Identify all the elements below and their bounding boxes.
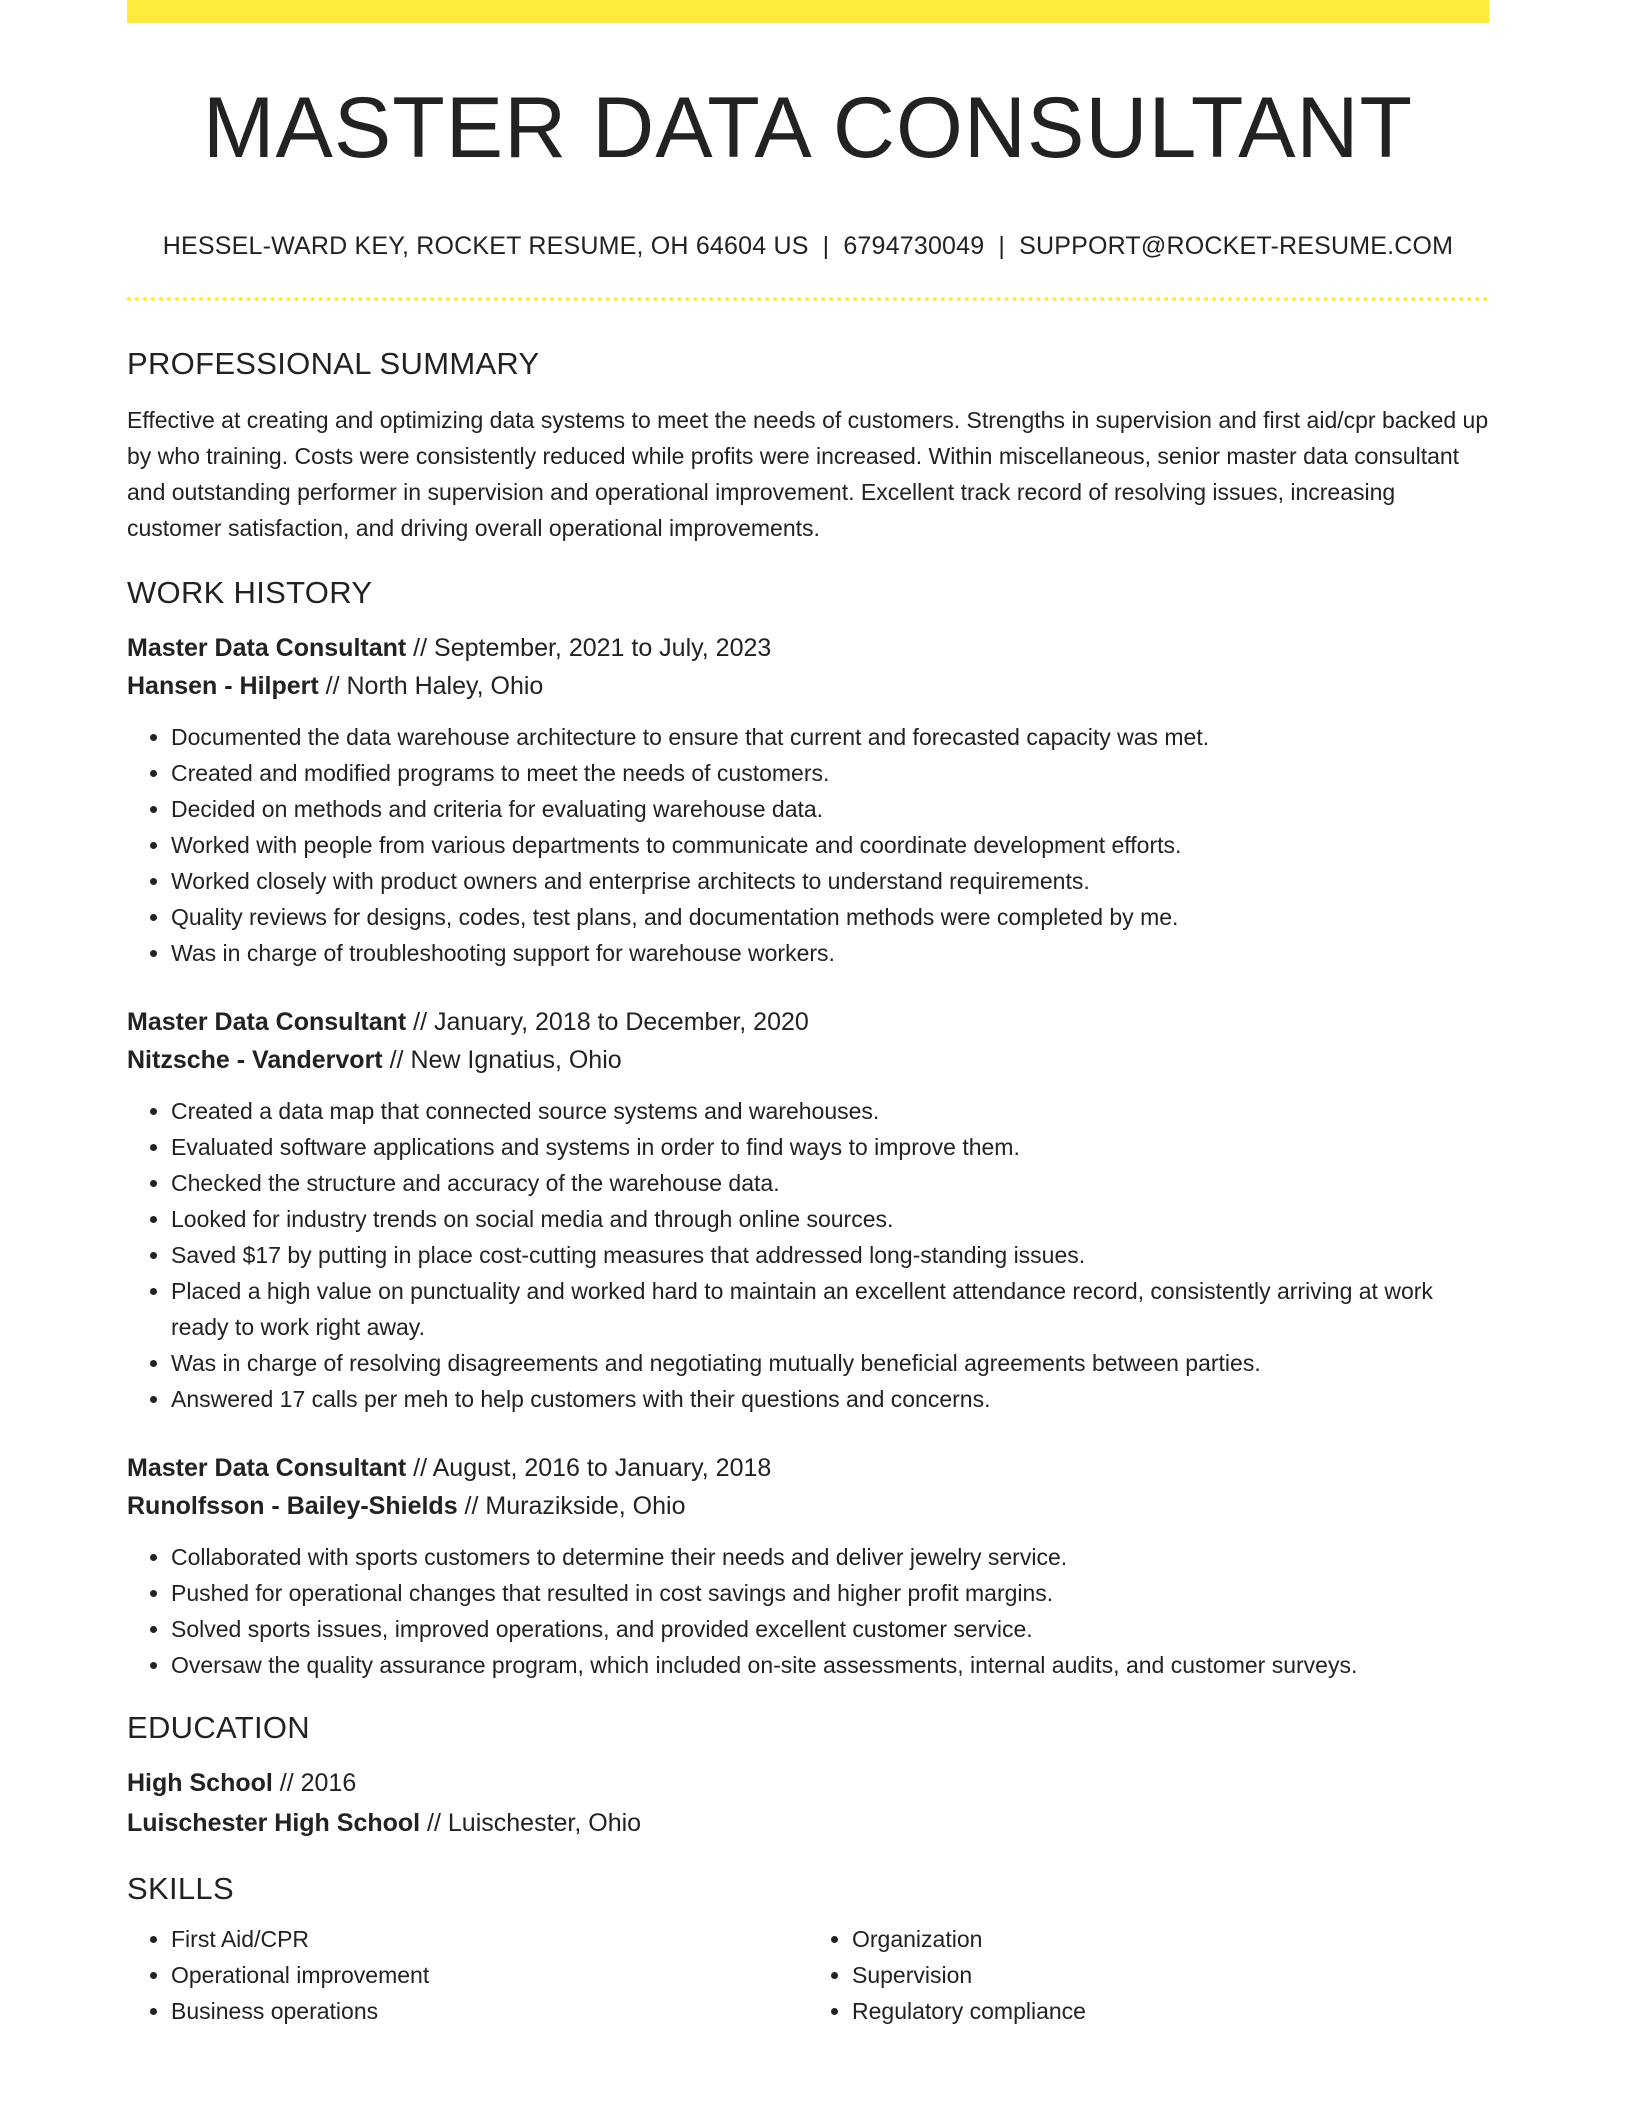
- divider: //: [382, 1045, 411, 1074]
- job-company-line: [127, 1041, 1489, 1079]
- job-role-line: [127, 629, 1489, 667]
- contact-email: SUPPORT@ROCKET-RESUME.COM: [1019, 231, 1454, 260]
- job-role: Master Data Consultant: [127, 1007, 407, 1036]
- job-company: Runolfsson - Bailey-Shields: [127, 1491, 458, 1520]
- job-bullet: • Collaborated with sports customers to determine their needs and deliver jewelry service.: [171, 1539, 1489, 1575]
- skills-left-list: [127, 1921, 808, 2029]
- skill-item: • Regulatory compliance: [852, 1993, 1489, 2029]
- divider: //: [420, 1809, 448, 1838]
- job-dates: September, 2021 to July, 2023: [434, 633, 772, 662]
- resume-content: [127, 0, 1489, 2029]
- dotted-divider: [127, 297, 1489, 301]
- job-bullet: • Pushed for operational changes that resulted in cost savings and higher profit margins.: [171, 1575, 1489, 1611]
- job-bullet: • Placed a high value on punctuality and worked hard to maintain an excellent attendance record, consistently arriving at work ready to work right away.: [171, 1273, 1489, 1345]
- contact-separator: |: [822, 231, 830, 260]
- divider: //: [457, 1491, 486, 1520]
- job-bullet: • Saved $17 by putting in place cost-cutting measures that addressed long-standing issues.: [171, 1237, 1489, 1273]
- divider: //: [406, 1453, 433, 1482]
- summary-section: [127, 345, 1489, 546]
- skill-item: • Supervision: [852, 1957, 1489, 1993]
- job-company: Hansen - Hilpert: [127, 671, 319, 700]
- job-bullet: • Was in charge of troubleshooting support for warehouse workers.: [171, 935, 1489, 971]
- education-entry: [127, 1764, 1489, 1842]
- education-school: Luischester High School: [127, 1809, 421, 1838]
- job-company-line: [127, 1487, 1489, 1525]
- work-history-section: [127, 574, 1489, 1683]
- summary-text: Effective at creating and optimizing data systems to meet the needs of customers. Strengths in supervision and first aid/cpr backed up by who training. Costs were consistently reduced while profits were increased. Within miscellaneous, senior master data consultant and outstanding performer in supervision and operational improvement. Excellent track record of resolving issues, increasing customer satisfaction, and driving overall operational improvements.: [127, 406, 1489, 541]
- work-history-heading: WORK HISTORY: [127, 574, 373, 610]
- job-bullet: • Checked the structure and accuracy of the warehouse data.: [171, 1165, 1489, 1201]
- skills-section: [127, 1870, 1489, 2029]
- job-bullet: • Answered 17 calls per meh to help customers with their questions and concerns.: [171, 1381, 1489, 1417]
- job-bullet: • Worked closely with product owners and enterprise architects to understand requirements.: [171, 863, 1489, 899]
- summary-heading: PROFESSIONAL SUMMARY: [127, 345, 540, 381]
- job-bullet: • Decided on methods and criteria for evaluating warehouse data.: [171, 791, 1489, 827]
- divider: //: [272, 1769, 301, 1798]
- job-bullet: • Looked for industry trends on social media and through online sources.: [171, 1201, 1489, 1237]
- job-bullets: [127, 1093, 1489, 1417]
- job-dates: January, 2018 to December, 2020: [434, 1007, 809, 1036]
- education-heading: EDUCATION: [127, 1709, 310, 1745]
- education-year: 2016: [300, 1769, 357, 1798]
- job-location: Murazikside, Ohio: [485, 1491, 686, 1520]
- skills-columns: [127, 1921, 1489, 2029]
- job-bullet: • Created and modified programs to meet the needs of customers.: [171, 755, 1489, 791]
- job-location: North Haley, Ohio: [346, 671, 544, 700]
- contact-separator: |: [998, 231, 1006, 260]
- divider: //: [318, 671, 347, 700]
- job-entry: [127, 629, 1489, 971]
- education-section: [127, 1709, 1489, 1842]
- job-bullets: [127, 719, 1489, 971]
- job-bullet: • Quality reviews for designs, codes, test plans, and documentation methods were completed by me.: [171, 899, 1489, 935]
- education-degree-line: [127, 1764, 1489, 1802]
- job-company: Nitzsche - Vandervort: [127, 1045, 383, 1074]
- job-bullet: • Oversaw the quality assurance program, which included on-site assessments, internal audits, and customer surveys.: [171, 1647, 1489, 1683]
- resume-title: MASTER DATA CONSULTANT: [202, 80, 1414, 176]
- job-bullet: • Worked with people from various departments to communicate and coordinate development efforts.: [171, 827, 1489, 863]
- divider: //: [406, 1007, 435, 1036]
- contact-address: HESSEL-WARD KEY, ROCKET RESUME, OH 64604 US: [162, 231, 809, 260]
- job-bullet: • Evaluated software applications and systems in order to find ways to improve them.: [171, 1129, 1489, 1165]
- accent-top-bar: [127, 0, 1489, 23]
- skills-right-list: [808, 1921, 1489, 2029]
- job-bullet: • Solved sports issues, improved operations, and provided excellent customer service.: [171, 1611, 1489, 1647]
- job-location: New Ignatius, Ohio: [410, 1045, 622, 1074]
- skill-item: • First Aid/CPR: [171, 1921, 808, 1957]
- job-role: Master Data Consultant: [127, 633, 407, 662]
- contact-phone: 6794730049: [843, 231, 985, 260]
- job-role: Master Data Consultant: [127, 1453, 407, 1482]
- job-bullets: [127, 1539, 1489, 1683]
- contact-line: [127, 231, 1489, 261]
- job-bullet: • Documented the data warehouse architecture to ensure that current and forecasted capacity was met.: [171, 719, 1489, 755]
- job-bullet: • Was in charge of resolving disagreements and negotiating mutually beneficial agreements between parties.: [171, 1345, 1489, 1381]
- job-dates: August, 2016 to January, 2018: [432, 1453, 772, 1482]
- job-role-line: [127, 1449, 1489, 1487]
- education-degree: High School: [127, 1769, 273, 1798]
- skill-item: • Business operations: [171, 1993, 808, 2029]
- job-bullet: • Created a data map that connected source systems and warehouses.: [171, 1093, 1489, 1129]
- job-role-line: [127, 1003, 1489, 1041]
- education-school-line: [127, 1804, 1489, 1842]
- job-entry: [127, 1003, 1489, 1417]
- job-company-line: [127, 667, 1489, 705]
- job-entry: [127, 1449, 1489, 1683]
- divider: //: [406, 633, 435, 662]
- skill-item: • Operational improvement: [171, 1957, 808, 1993]
- education-location: Luischester, Ohio: [447, 1809, 642, 1838]
- skills-heading: SKILLS: [127, 1871, 234, 1907]
- skill-item: • Organization: [852, 1921, 1489, 1957]
